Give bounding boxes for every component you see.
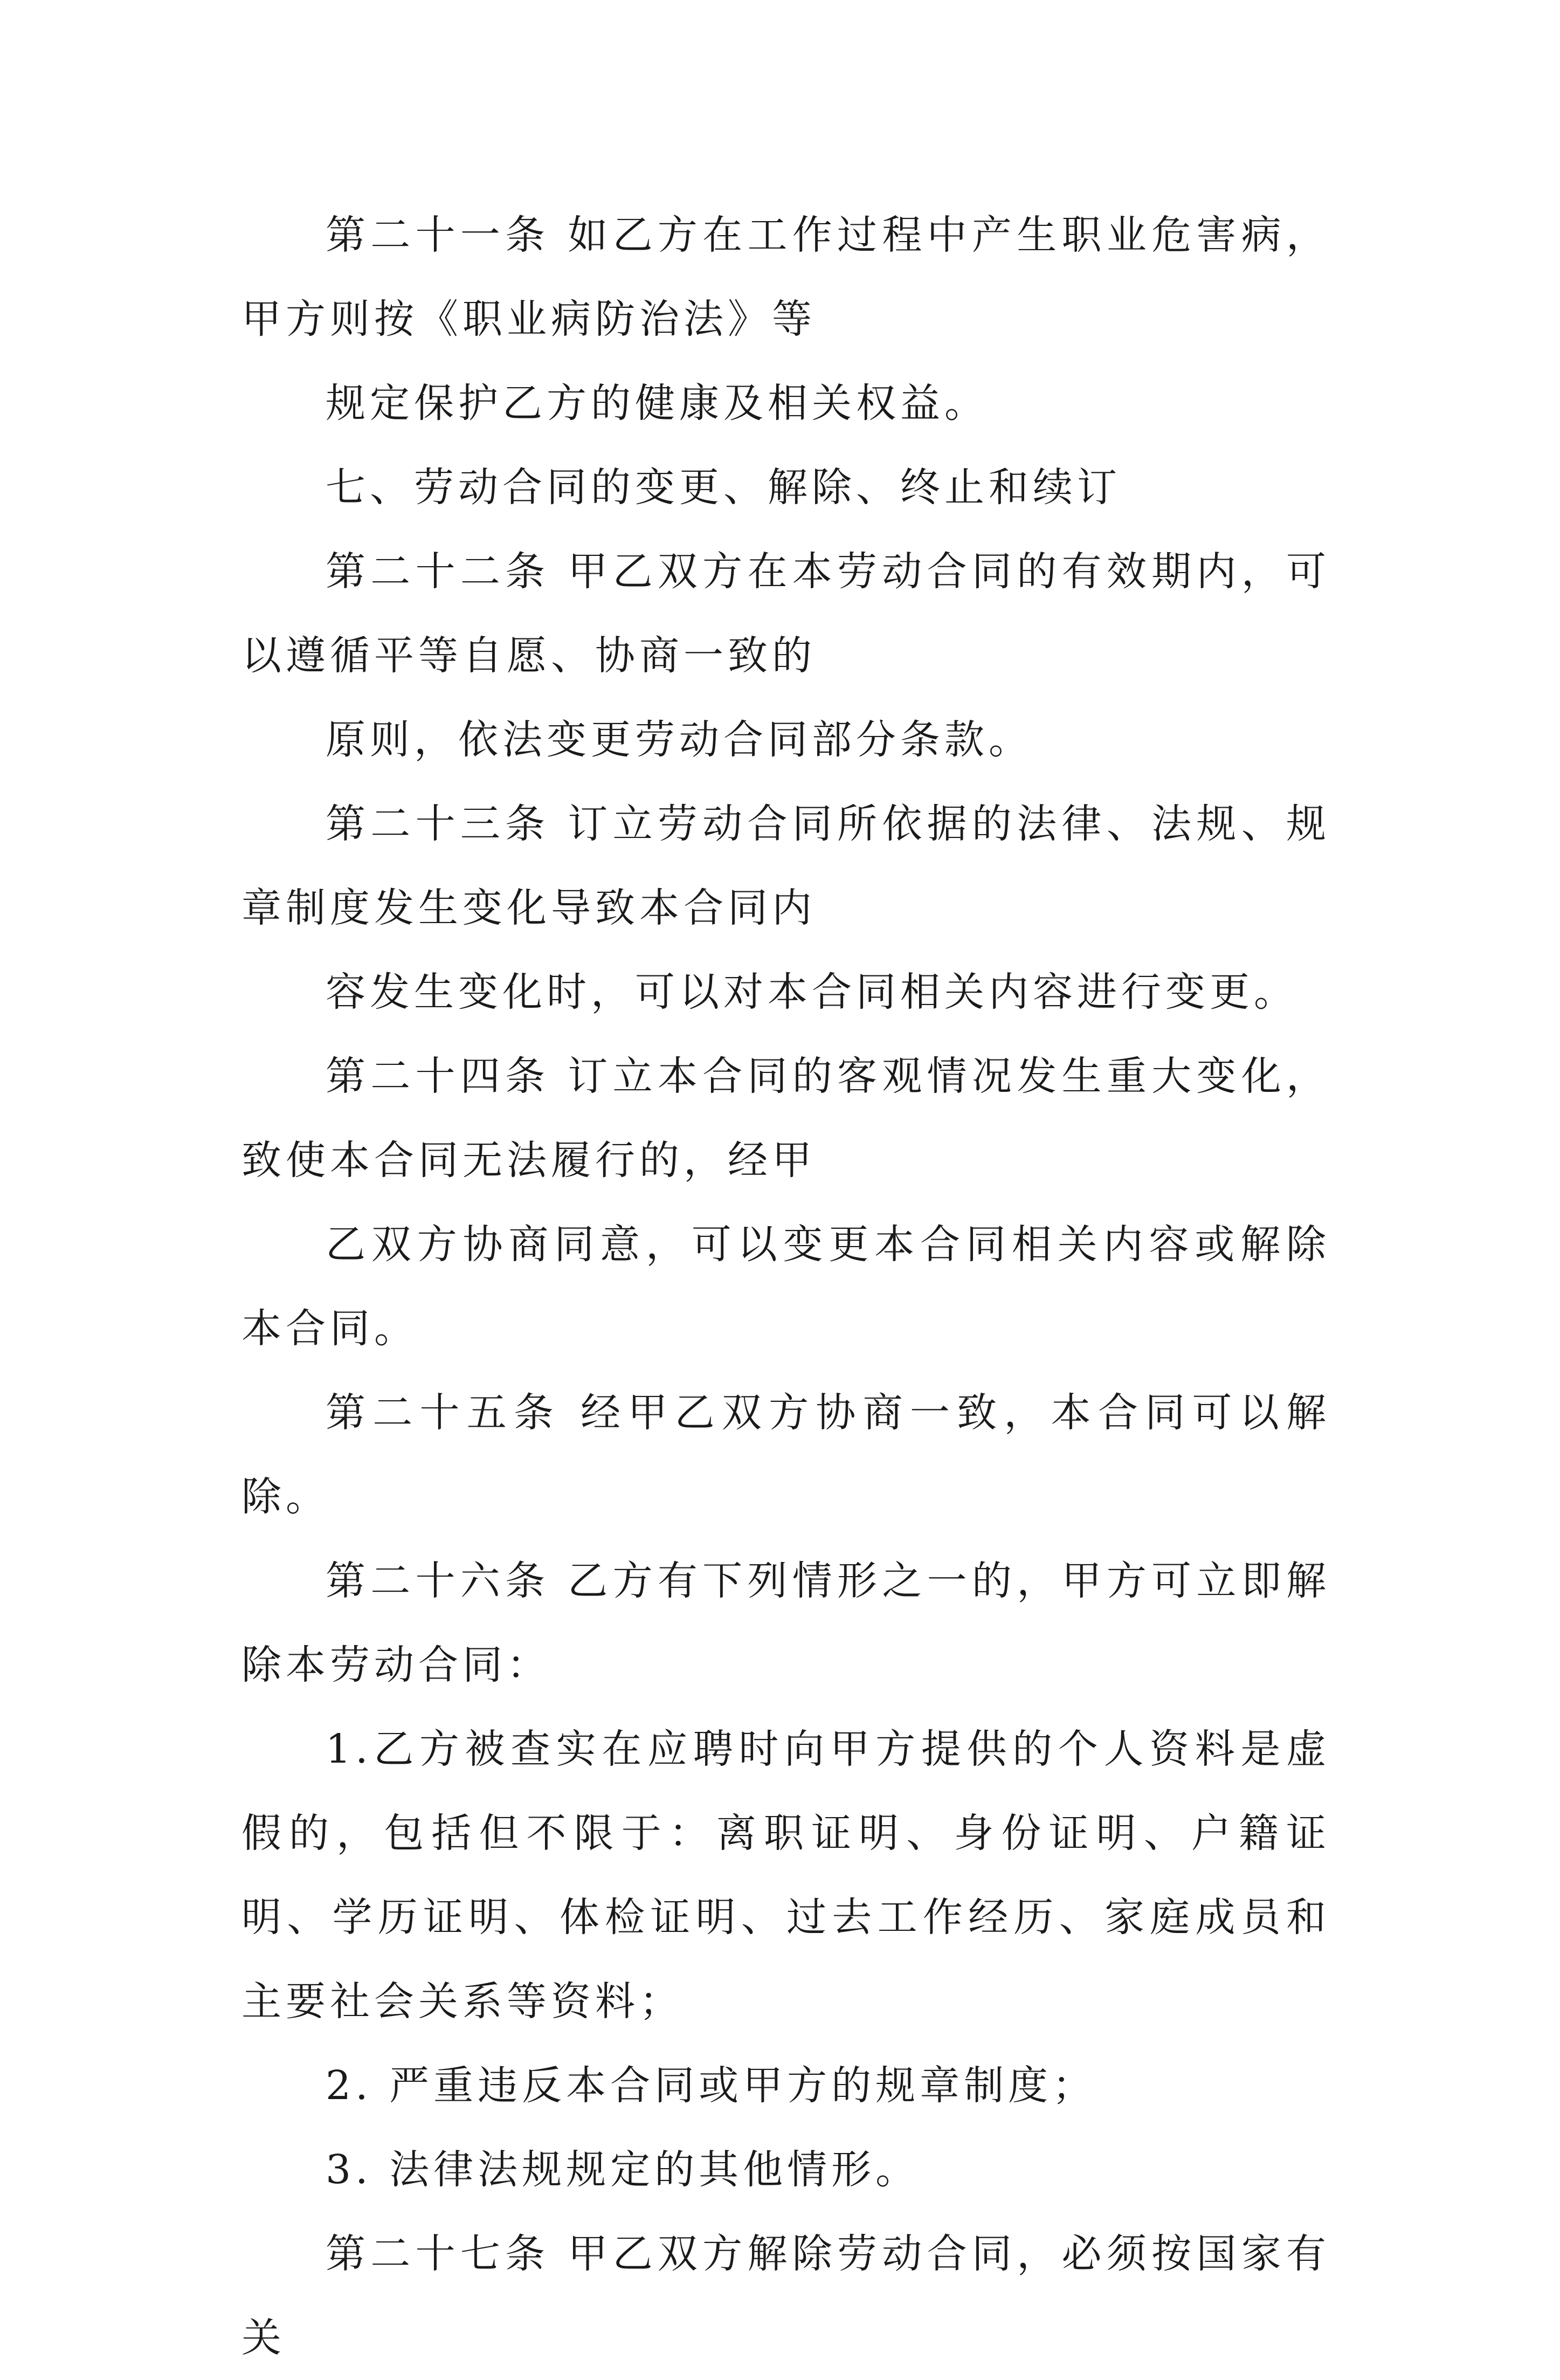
paragraph-article-22-cont: 原则，依法变更劳动合同部分条款。 [326,717,1033,763]
section-heading-7: 七、劳动合同的变更、解除、终止和续订 [326,464,1121,511]
paragraph-article-23-cont: 容发生变化时，可以对本合同相关内容进行变更。 [326,969,1298,1015]
paragraph-article-26: 第二十六条 乙方有下列情形之一的，甲方可立即解除本劳动合同： [241,1558,1330,1688]
paragraph-article-24-cont: 乙双方协商同意，可以变更本合同相关内容或解除本合同。 [241,1221,1330,1352]
paragraph-article-22: 第二十二条 甲乙双方在本劳动合同的有效期内，可以遵循平等自愿、协商一致的 [241,548,1330,679]
list-item-1: 1.乙方被查实在应聘时向甲方提供的个人资料是虚假的，包括但不限于：离职证明、身份证明、户籍证明、学历证明、体检证明、过去工作经历、家庭成员和主要社会关系等资料； [241,1726,1330,2025]
paragraph-article-24: 第二十四条 订立本合同的客观情况发生重大变化，致使本合同无法履行的，经甲 [241,1053,1330,1184]
list-item-2: 2. 严重违反本合同或甲方的规章制度； [326,2062,1097,2109]
document-body [241,193,1330,2380]
paragraph-article-21-cont: 规定保护乙方的健康及相关权益。 [326,380,989,427]
paragraph-article-21: 第二十一条 如乙方在工作过程中产生职业危害病，甲方则按《职业病防治法》等 [241,212,1330,342]
paragraph-article-23: 第二十三条 订立劳动合同所依据的法律、法规、规章制度发生变化导致本合同内 [241,801,1330,931]
list-item-3: 3. 法律法规规定的其他情形。 [326,2147,920,2193]
paragraph-article-25: 第二十五条 经甲乙双方协商一致，本合同可以解除。 [241,1390,1330,1520]
paragraph-article-27: 第二十七条 甲乙双方解除劳动合同，必须按国家有关 [241,2231,1330,2361]
